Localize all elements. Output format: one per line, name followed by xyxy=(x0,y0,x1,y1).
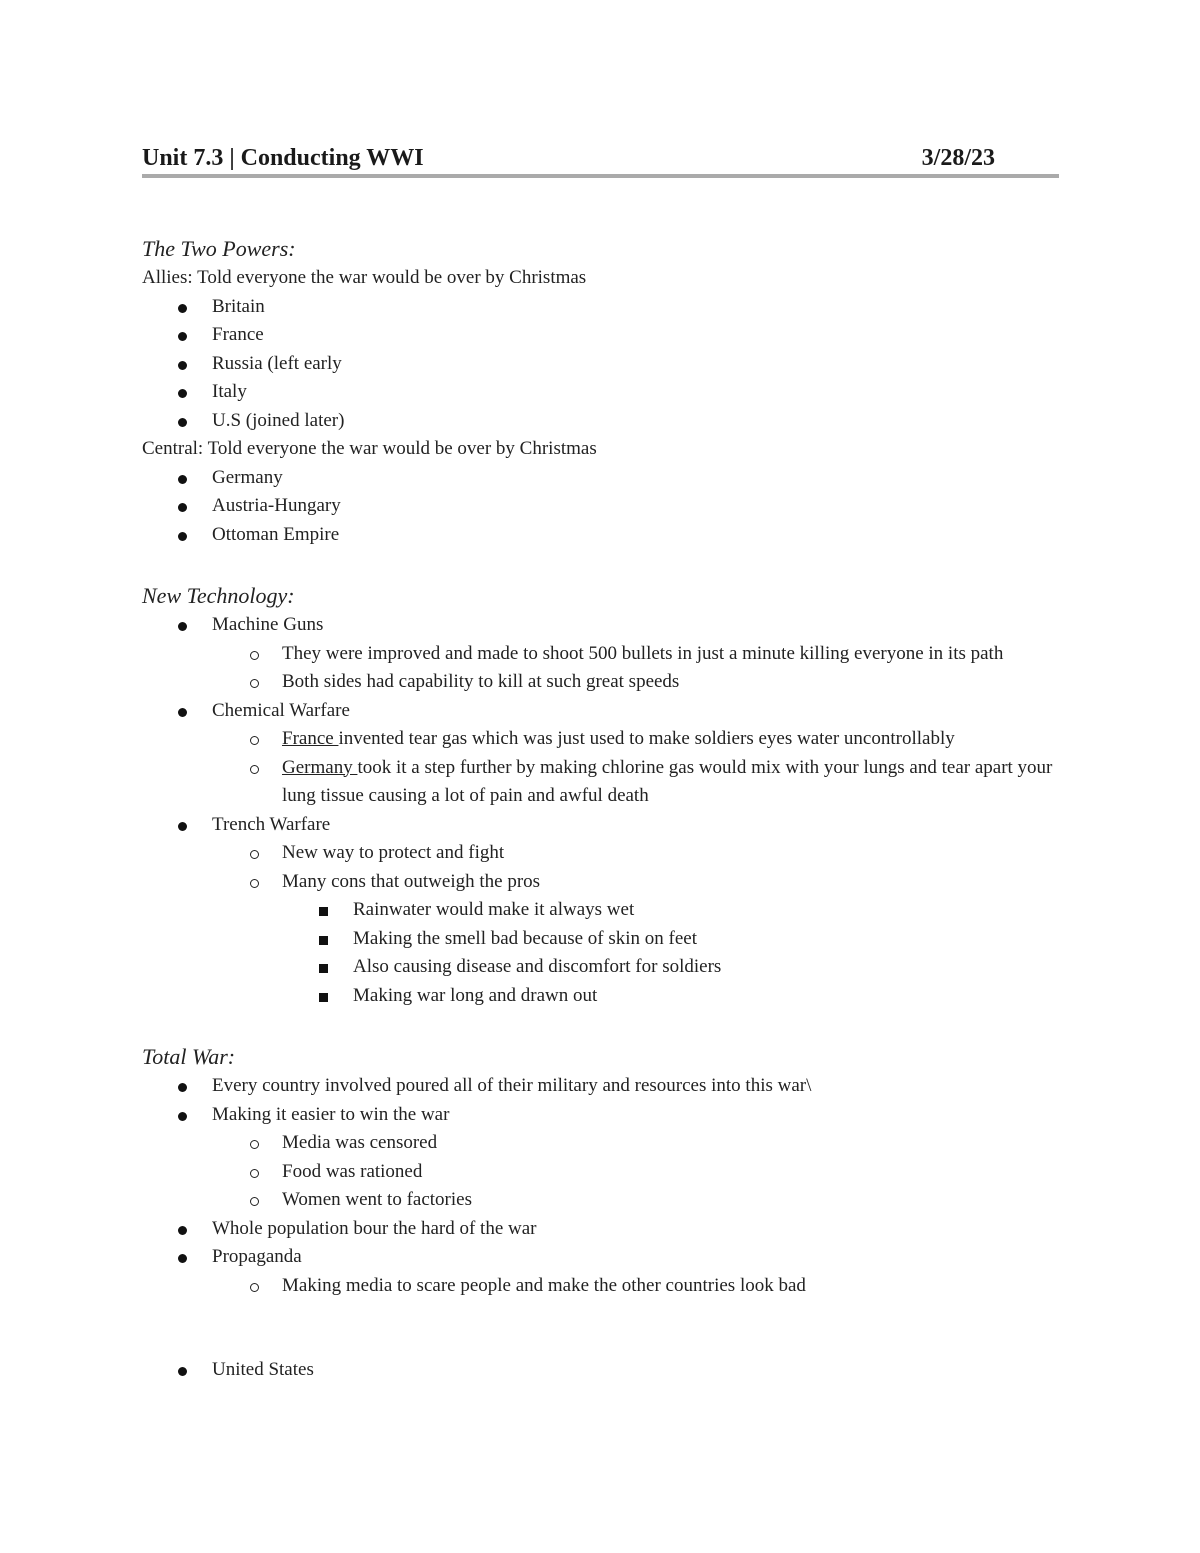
bullet-circle-icon xyxy=(250,850,259,859)
bullet-circle-icon xyxy=(250,1197,259,1206)
list-item-text: Russia (left early xyxy=(212,352,342,374)
bullet-square-icon xyxy=(319,993,328,1002)
list-item-text: France xyxy=(212,324,264,345)
bullet-disc-icon xyxy=(178,418,187,427)
bullet-disc-icon xyxy=(178,622,187,631)
bullet-circle-icon xyxy=(250,879,259,888)
page-title: Unit 7.3 | Conducting WWI xyxy=(142,145,424,171)
list-item-text: invented tear gas which was just used to make soldiers eyes water uncontrollably xyxy=(338,728,955,749)
section-heading-new-technology: New Technology: xyxy=(142,583,295,608)
bullet-circle-icon xyxy=(250,651,259,660)
list-item xyxy=(142,1272,1062,1301)
bullet-disc-icon xyxy=(178,503,187,512)
bullet-disc-icon xyxy=(178,389,187,398)
header-divider xyxy=(142,174,1059,178)
bullet-disc-icon xyxy=(178,532,187,541)
bullet-disc-icon xyxy=(178,475,187,484)
bullet-square-icon xyxy=(319,907,328,916)
list-item xyxy=(142,1101,1062,1130)
bullet-disc-icon xyxy=(178,361,187,370)
list-item xyxy=(142,953,1062,982)
bullet-disc-icon xyxy=(178,1083,187,1092)
bullet-circle-icon xyxy=(250,1140,259,1149)
list-item xyxy=(142,350,1062,379)
list-item xyxy=(142,754,1062,811)
list-item-text: Trench Warfare xyxy=(212,813,331,835)
bullet-disc-icon xyxy=(178,1226,187,1235)
list-item-text: Making it easier to win the war xyxy=(212,1103,450,1125)
bullet-circle-icon xyxy=(250,679,259,688)
list-item-text: Women went to factories xyxy=(282,1189,472,1210)
list-item-text: Austria-Hungary xyxy=(212,495,341,516)
list-item-text: Both sides had capability to kill at such great speeds xyxy=(282,671,680,692)
bullet-disc-icon xyxy=(178,332,187,341)
list-item xyxy=(142,925,1062,954)
list-item-text: Ottoman Empire xyxy=(212,523,340,545)
underlined-country: France xyxy=(282,728,339,749)
document-body xyxy=(142,234,1062,1385)
list-item-text: Germany xyxy=(212,466,283,488)
spacer xyxy=(142,549,1062,581)
section-heading-total-war: Total War: xyxy=(142,1044,236,1069)
list-item-text: Making media to scare people and make the other countries look bad xyxy=(282,1274,806,1296)
list-item xyxy=(142,839,1062,868)
list-item xyxy=(142,982,1062,1011)
list-item-text: New way to protect and fight xyxy=(282,842,505,863)
section-heading-two-powers: The Two Powers: xyxy=(142,236,296,261)
list-item xyxy=(142,1215,1062,1244)
spacer xyxy=(142,1300,1062,1356)
bullet-disc-icon xyxy=(178,708,187,717)
list-item xyxy=(142,1243,1062,1272)
list-item xyxy=(142,668,1062,697)
list-item xyxy=(142,1072,1062,1101)
list-item-text: Chemical Warfare xyxy=(212,699,350,721)
list-item xyxy=(142,868,1062,897)
list-item xyxy=(142,492,1062,521)
list-item xyxy=(142,464,1062,493)
list-item-text: United States xyxy=(212,1359,314,1380)
list-item xyxy=(142,407,1062,436)
list-item-text: Italy xyxy=(212,381,247,402)
list-item-text: U.S (joined later) xyxy=(212,409,345,431)
list-item-text: took it a step further by making chlorine gas would mix with your lungs and tear apart your lung tissue causing a lot of pain and awful death xyxy=(282,756,1053,806)
bullet-square-icon xyxy=(319,964,328,973)
list-item xyxy=(142,293,1062,322)
list-item-text: Many cons that outweigh the pros xyxy=(282,870,541,892)
list-item-text: Propaganda xyxy=(212,1246,302,1267)
list-item-text: Also causing disease and discomfort for soldiers xyxy=(353,956,722,977)
list-item xyxy=(142,1158,1062,1187)
list-item-text: Food was rationed xyxy=(282,1160,423,1182)
bullet-circle-icon xyxy=(250,1169,259,1178)
bullet-circle-icon xyxy=(250,765,259,774)
list-item-text: Media was censored xyxy=(282,1132,438,1153)
bullet-disc-icon xyxy=(178,1112,187,1121)
list-item-text: Machine Guns xyxy=(212,614,324,635)
list-item xyxy=(142,1356,1062,1385)
list-item-text: Making war long and drawn out xyxy=(353,984,598,1006)
list-item xyxy=(142,378,1062,407)
list-item-text: Whole population bour the hard of the war xyxy=(212,1217,537,1239)
list-item-text: Rainwater would make it always wet xyxy=(353,899,635,920)
list-item xyxy=(142,321,1062,350)
bullet-disc-icon xyxy=(178,1367,187,1376)
bullet-disc-icon xyxy=(178,1254,187,1263)
list-item xyxy=(142,521,1062,550)
list-item-text: They were improved and made to shoot 500 bullets in just a minute killing everyone in its path xyxy=(282,642,1004,664)
spacer xyxy=(142,1010,1062,1042)
list-item-text: Every country involved poured all of their military and resources into this war\ xyxy=(212,1075,812,1096)
list-item xyxy=(142,1186,1062,1215)
document-header xyxy=(142,140,1059,176)
bullet-square-icon xyxy=(319,936,328,945)
bullet-disc-icon xyxy=(178,304,187,313)
list-item xyxy=(142,640,1062,669)
list-item xyxy=(142,697,1062,726)
central-line: Central: Told everyone the war would be over by Christmas xyxy=(142,438,597,459)
list-item xyxy=(142,896,1062,925)
list-item-text: Britain xyxy=(212,295,265,317)
bullet-disc-icon xyxy=(178,822,187,831)
bullet-circle-icon xyxy=(250,1283,259,1292)
list-item xyxy=(142,811,1062,840)
bullet-circle-icon xyxy=(250,736,259,745)
list-item xyxy=(142,611,1062,640)
list-item xyxy=(142,1129,1062,1158)
list-item-text: Making the smell bad because of skin on feet xyxy=(353,927,698,949)
page-date: 3/28/23 xyxy=(921,145,995,171)
allies-line: Allies: Told everyone the war would be over by Christmas xyxy=(142,267,587,288)
list-item xyxy=(142,725,1062,754)
underlined-country: Germany xyxy=(282,756,358,778)
